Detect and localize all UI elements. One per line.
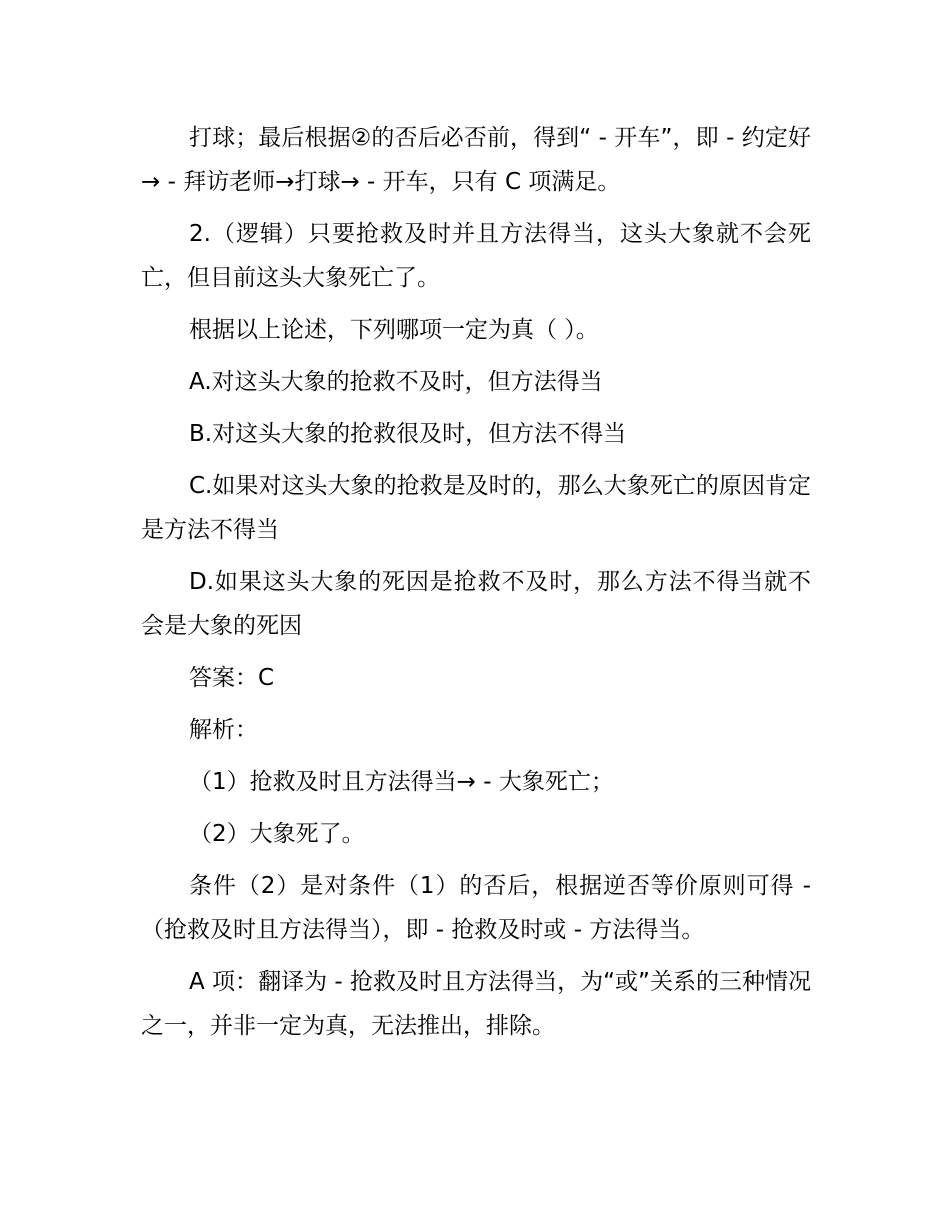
- option-b: B.对这头大象的抢救很及时，但方法不得当: [189, 421, 627, 447]
- analysis-option-a: A 项：翻译为 - 抢救及时且方法得当，为“或”关系的三种情况之一，并非一定为真，无法推出，排除。: [141, 969, 811, 1039]
- paragraph-question-prompt: 根据以上论述，下列哪项一定为真（ ）。: [189, 317, 599, 343]
- option-a: A.对这头大象的抢救不及时，但方法得当: [189, 369, 603, 395]
- option-d: D.如果这头大象的死因是抢救不及时，那么方法不得当就不会是大象的死因: [141, 569, 811, 639]
- document-body: [141, 116, 811, 1056]
- analysis-condition-1: （1）抢救及时且方法得当→ - 大象死亡；: [189, 769, 614, 795]
- paragraph-previous-explanation: 打球；最后根据②的否后必否前，得到“ - 开车”，即 - 约定好→ - 拜访老师→打球→ - 开车，只有 C 项满足。: [141, 125, 811, 195]
- option-c: C.如果对这头大象的抢救是及时的，那么大象死亡的原因肯定是方法不得当: [141, 473, 811, 543]
- analysis-reasoning: 条件（2）是对条件（1）的否后，根据逆否等价原则可得 - （抢救及时且方法得当），即 - 抢救及时或 - 方法得当。: [141, 873, 811, 943]
- paragraph-question-stem: 2.（逻辑）只要抢救及时并且方法得当，这头大象就不会死亡，但目前这头大象死亡了。: [141, 221, 811, 291]
- answer-line: 答案：C: [189, 665, 275, 691]
- analysis-condition-2: （2）大象死了。: [189, 821, 365, 847]
- analysis-heading: 解析：: [189, 717, 258, 743]
